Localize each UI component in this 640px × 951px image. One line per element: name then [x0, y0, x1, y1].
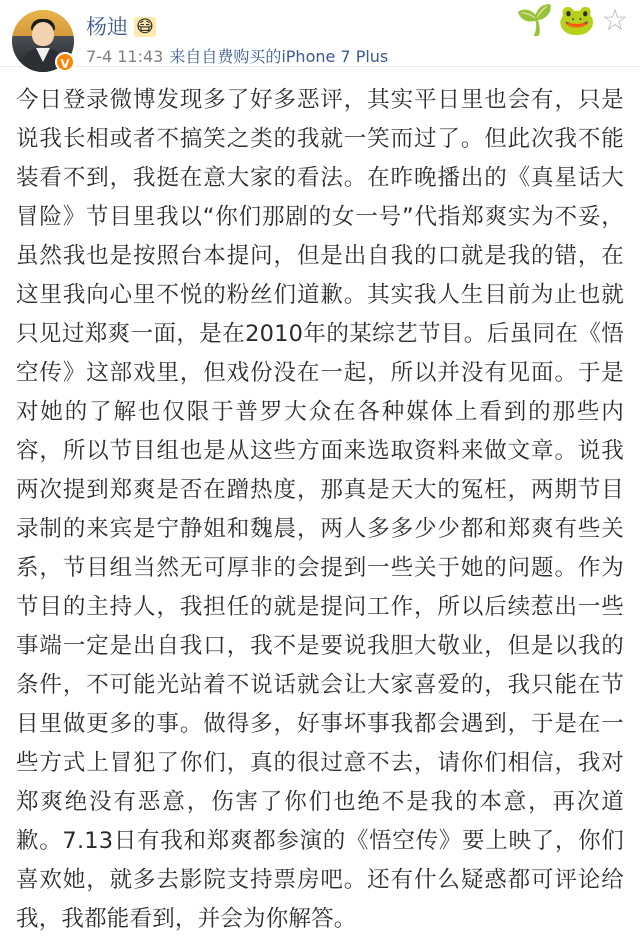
- author-name[interactable]: 杨迪: [86, 15, 128, 39]
- post-header: [0, 0, 640, 71]
- header-ornaments: [510, 4, 630, 36]
- post-meta: [86, 47, 628, 67]
- sprout-emoji-icon: 🌱: [516, 3, 554, 38]
- avatar-face-shape: [32, 22, 54, 46]
- post-source[interactable]: 来自自费购买的iPhone 7 Plus: [169, 47, 389, 66]
- post-timestamp: 7-4 11:43: [86, 47, 164, 66]
- beetle-emoji-icon: 🐸: [558, 3, 596, 38]
- verified-badge-icon: V: [55, 52, 75, 72]
- post-body-text: 今日登录微博发现多了好多恶评，其实平日里也会有，只是说我长相或者不搞笑之类的我就一笑而过了。但此次我不能装看不到，我挺在意大家的看法。在昨晚播出的《真星话大冒险》节目里我以“你们那剧的女一号”代指郑爽实为不妥，虽然我也是按照台本提问，但是出自我的口就是我的错，在这里我向心里不悦的粉丝们道歉。其实我人生目前为止也就只见过郑爽一面，是在2010年的某综艺节目。后虽同在《悟空传》这部戏里，但戏份没在一起，所以并没有见面。于是对她的了解也仅限于普罗大众在各种媒体上看到的那些内容，所以节目组也是从这些方面来选取资料来做文章。说我两次提到郑爽是否在蹭热度，那真是天大的冤枉，两期节目录制的来宾是宁静姐和魏晨，两人多多少少都和郑爽有些关系，节目组当然无可厚非的会提到一些关于她的问题。作为节目的主持人，我担任的就是提问工作，所以后续惹出一些事端一定是出自我口，我不是要说我胆大敬业，但是以我的条件，不可能光站着不说话就会让大家喜爱的，我只能在节目里做更多的事。做得多，好事坏事我都会遇到，于是在一些方式上冒犯了你们，真的很过意不去，请你们相信，我对郑爽绝没有恶意，伤害了你们也绝不是我的本意，再次道歉。7.13日有我和郑爽都参演的《悟空传》要上映了，你们喜欢她，就多去影院支持票房吧。还有什么疑惑都可评论给我，我都能看到，并会为你解答。: [16, 87, 624, 932]
- mask-emoji-icon: 😷: [136, 17, 154, 37]
- avatar[interactable]: [12, 10, 74, 72]
- favorite-star-icon[interactable]: ☆: [601, 3, 629, 38]
- bottom-spacer: [0, 945, 640, 951]
